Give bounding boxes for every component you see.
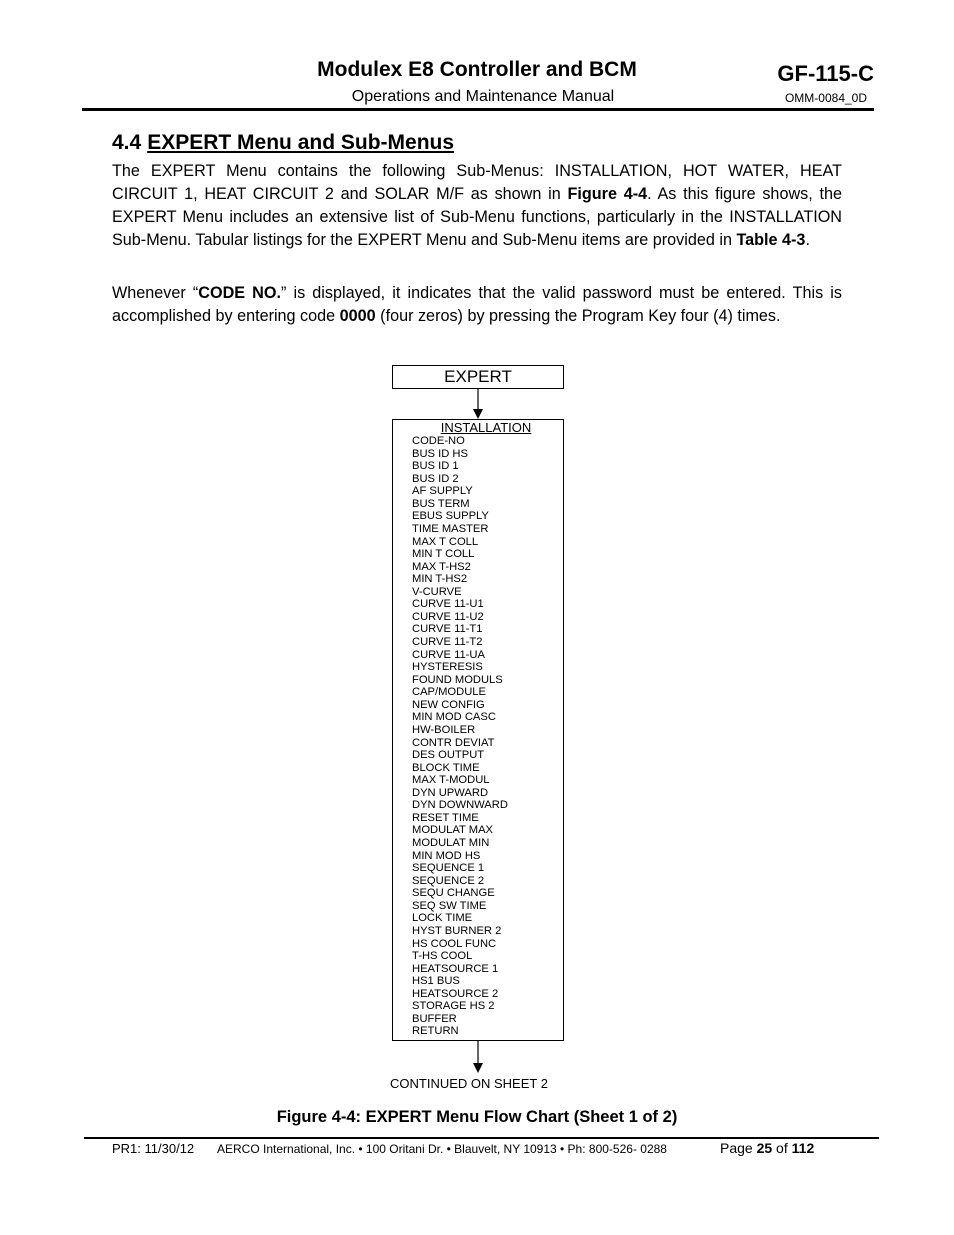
installation-menu-item: BUS ID 1 [412,460,459,473]
para2-text-3: (four zeros) by pressing the Program Key four (4) times. [375,307,781,325]
installation-menu-item: HEATSOURCE 1 [412,962,499,975]
continued-note: CONTINUED ON SHEET 2 [390,1076,548,1091]
installation-menu-item: HYSTERESIS [412,661,483,674]
para1-text-2: . As this figure shows, the EXPERT Menu includes an extensive list of Sub-Menu functions, particularly in the INSTALLATION Sub-Menu. Tabular listings for the EXPERT Menu and Sub-Menu items are provided in [112,185,842,249]
installation-menu-item: MIN MOD CASC [412,711,496,724]
installation-menu-item: TIME MASTER [412,522,489,535]
table-reference: Table 4-3 [736,231,806,249]
installation-menu-item: LOCK TIME [412,912,473,925]
installation-menu-item: NEW CONFIG [412,698,485,711]
installation-submenu-title: INSTALLATION [440,420,532,435]
expert-menu-box: EXPERT [392,365,564,389]
footer-rule [84,1137,879,1139]
installation-item-list [412,435,508,1038]
document-number: OMM-0084_0D [784,91,867,105]
page-total: 112 [791,1140,815,1156]
installation-menu-item: STORAGE HS 2 [412,1000,495,1013]
installation-menu-item: MAX T-HS2 [412,560,471,573]
installation-submenu-box [392,419,564,1041]
document-subtitle: Operations and Maintenance Manual [351,88,615,105]
para1-text-1: The EXPERT Menu contains the following Sub-Menus: INSTALLATION, HOT WATER, HEAT CIRCUIT 1, HEAT CIRCUIT 2 and SOLAR M/F as shown in [112,162,842,203]
installation-menu-item: MODULAT MAX [412,824,494,837]
code-paragraph [112,282,842,328]
installation-menu-item: CODE-NO [412,435,465,447]
installation-menu-item: CURVE 11-T1 [412,623,483,636]
installation-menu-item: BUS ID 2 [412,472,459,485]
installation-menu-item: HS COOL FUNC [412,937,497,950]
installation-menu-item: HS1 BUS [412,975,460,988]
installation-menu-item: MAX T COLL [412,535,479,548]
installation-menu-item: BUS ID HS [412,447,468,460]
installation-menu-item: EBUS SUPPLY [412,510,489,523]
installation-menu-item: CONTR DEVIAT [412,736,495,749]
installation-menu-item: SEQUENCE 1 [412,862,485,875]
code-value: 0000 [339,307,376,325]
installation-menu-item: DES OUTPUT [412,749,485,762]
document-code: GF-115-C [777,61,874,86]
installation-menu-item: CAP/MODULE [412,686,486,699]
installation-menu-item: CURVE 11-UA [412,648,485,661]
flow-arrow-down-1 [470,388,486,420]
installation-menu-item: SEQ SW TIME [412,899,487,912]
intro-paragraph [112,160,842,252]
installation-menu-item: MIN MOD HS [412,849,481,862]
installation-menu-item: T-HS COOL [412,950,473,963]
section-number: 4.4 [112,131,142,154]
flow-arrow-down-2 [470,1040,486,1074]
para1-text-3: . [805,231,810,249]
installation-menu-item: BUS TERM [412,497,470,510]
figure-caption: Figure 4-4: EXPERT Menu Flow Chart (Sheet 1 of 2) [276,1108,678,1126]
section-title: EXPERT Menu and Sub-Menus [147,131,455,154]
installation-menu-item: AF SUPPLY [412,485,473,498]
installation-menu-item: MAX T-MODUL [412,774,490,787]
installation-menu-item: DYN UPWARD [412,786,489,799]
installation-menu-item: V-CURVE [412,585,462,598]
page-current: 25 [756,1140,773,1156]
installation-menu-item: MIN T-HS2 [412,573,468,586]
installation-menu-item: RETURN [412,1025,459,1038]
installation-menu-item: HW-BOILER [412,723,476,736]
installation-menu-item: BUFFER [412,1012,457,1025]
installation-menu-item: MIN T COLL [412,548,475,561]
document-title: Modulex E8 Controller and BCM [317,58,637,81]
installation-menu-item: CURVE 11-T2 [412,636,483,648]
page-label: Page [720,1140,757,1156]
page-of-label: of [772,1140,792,1156]
installation-menu-item: FOUND MODULS [412,673,503,686]
installation-menu-item: SEQU CHANGE [412,887,495,900]
installation-menu-item: SEQUENCE 2 [412,874,485,887]
installation-menu-item: RESET TIME [412,811,479,824]
footer-page-number [720,1140,814,1156]
installation-menu-item: CURVE 11-U1 [412,598,484,611]
section-heading [112,131,454,155]
installation-menu-item: MODULAT MIN [412,837,490,849]
footer-company: AERCO International, Inc. • 100 Oritani Dr. • Blauvelt, NY 10913 • Ph: 800-526- 0288 [217,1142,667,1156]
installation-menu-item: CURVE 11-U2 [412,610,484,623]
footer-revision: PR1: 11/30/12 [112,1141,195,1156]
installation-menu-item: DYN DOWNWARD [412,799,508,812]
header-rule [82,108,874,111]
figure-reference: Figure 4-4 [567,185,648,203]
code-no-term: CODE NO. [198,284,281,302]
para2-text-2: ” is displayed, it indicates that the valid password must be entered. This is accomplished by entering code [112,284,842,325]
installation-menu-item: HEATSOURCE 2 [412,987,499,1000]
installation-menu-item: HYST BURNER 2 [412,924,502,937]
installation-menu-item: BLOCK TIME [412,761,480,774]
para2-text-1: Whenever “ [112,284,199,302]
